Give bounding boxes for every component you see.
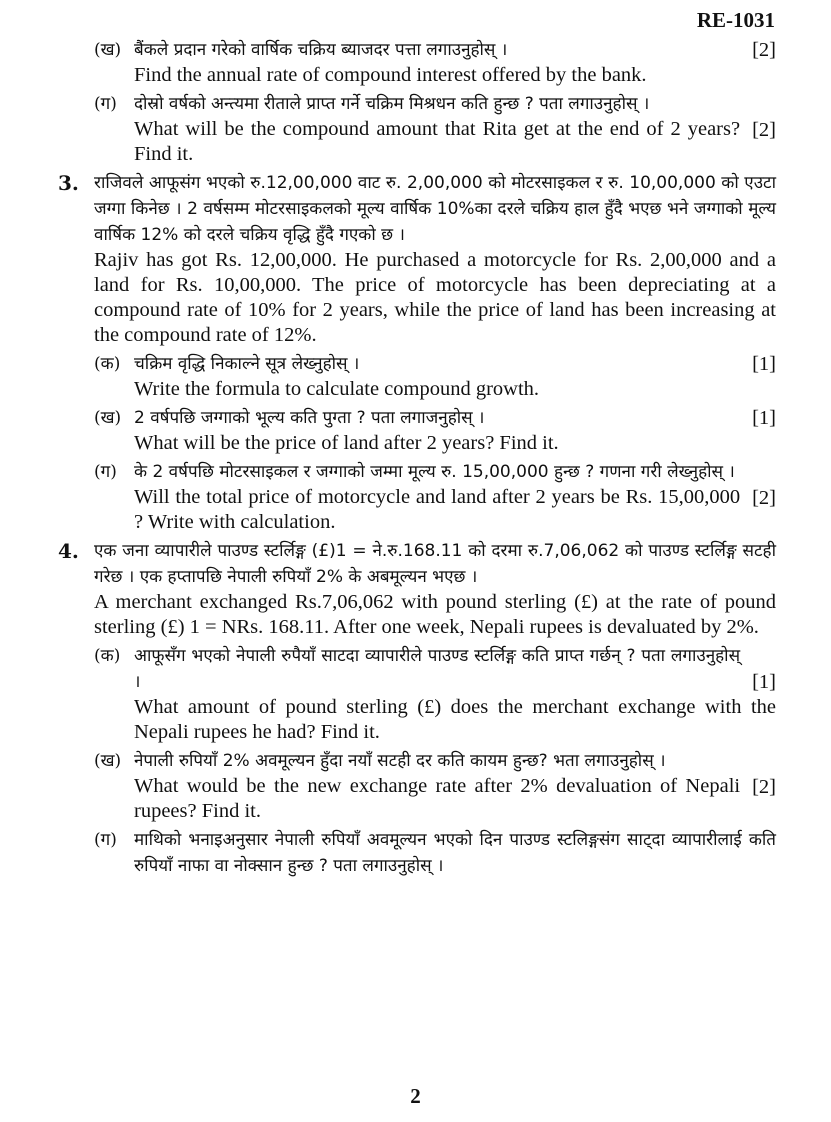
subquestion-2-kha [58, 37, 776, 88]
subquestion-label: (ख) [94, 408, 122, 428]
paper-code: RE-1031 [696, 8, 775, 32]
subquestion-label: (ग) [94, 830, 117, 850]
marks: [1] [752, 671, 776, 693]
nepali-text: [2] दोस्रो वर्षको अन्त्यमा रीताले प्राप्त गर्ने चक्रिम मिश्रधन कति हुन्छ ? पता लगाउनुहोस् । [134, 94, 776, 141]
marks: [2] [752, 39, 776, 61]
english-text: What will be the price of land after 2 years? Find it. [134, 432, 559, 454]
nepali-text: [2] के 2 वर्षपछि मोटरसाइकल र जग्गाको जम्मा मूल्य रु. 15,00,000 हुन्छ ? गणना गरी लेख्नुहोस् । [134, 462, 776, 509]
nepali-text: [1] चक्रिम वृद्धि निकाल्ने सूत्र लेख्नुहोस् । [134, 353, 776, 375]
page-number: 2 [410, 1084, 421, 1108]
question-3 [58, 170, 776, 348]
question-number: 4. [58, 539, 79, 563]
english-text: What amount of pound sterling (£) does the merchant exchange with the Nepali rupees he had? Find it. [134, 696, 776, 743]
marks: [2] [752, 119, 776, 141]
subquestion-3-kha [58, 405, 776, 456]
question-content [58, 34, 776, 879]
subquestion-label: (ग) [94, 462, 117, 482]
subquestion-4-ka [58, 643, 776, 745]
subquestion-label: (ख) [94, 751, 122, 771]
question-number: 3. [58, 171, 79, 195]
subquestion-label: (ख) [94, 40, 122, 60]
english-text: Will the total price of motorcycle and land after 2 years be Rs. 15,00,000 ? Write with calculation. [134, 486, 741, 533]
english-text: Find the annual rate of compound interest offered by the bank. [134, 64, 647, 86]
nepali-text: राजिवले आफूसंग भएको रु.12,00,000 वाट रु. 2,00,000 को मोटरसाइकल र रु. 10,00,000 को एउटा जग्गा किनेछ । 2 वर्षसम्म मोटरसाइकलको मूल्य वार्षिक 10%का दरले चक्रिय हाल हुँदै भएछ भने जग्गाको मूल्य वार्षिक 12% को दरले चक्रिय वृद्धि हुँदै गएको छ । [94, 173, 776, 245]
nepali-text: [2] बैंकले प्रदान गरेको वार्षिक चक्रिय ब्याजदर पत्ता लगाउनुहोस् । [134, 39, 776, 61]
nepali-text: [1] 2 वर्षपछि जग्गाको भूल्य कति पुग्ता ? पता लगाजनुहोस् । [134, 407, 776, 429]
marks: [2] [752, 776, 776, 798]
question-4 [58, 538, 776, 640]
english-text: Rajiv has got Rs. 12,00,000. He purchased a motorcycle for Rs. 2,00,000 and a land for Rs. 10,00,000. The price of motorcycle has been depreciating at a compound rate of 10% for 2 years, while the price of land has been increasing at the compound rate of 12%. [94, 249, 776, 346]
marks: [1] [752, 407, 776, 429]
subquestion-label: (क) [94, 354, 121, 374]
subquestion-3-ga [58, 459, 776, 535]
subquestion-label: (क) [94, 646, 121, 666]
nepali-text: [2] नेपाली रुपियाँ 2% अवमूल्यन हुँदा नयाँ सटही दर कति कायम हुन्छ? भता लगाउनुहोस् । [134, 751, 776, 798]
english-text: What would be the new exchange rate after 2% devaluation of Nepali rupees? Find it. [134, 775, 741, 822]
nepali-text: [1] आफूसँग भएको नेपाली रुपैयाँ साटदा व्यापारीले पाउण्ड स्टर्लिङ्ग कति प्राप्त गर्छन् ? पता लगाउनुहोस् । [134, 646, 776, 693]
english-text: Write the formula to calculate compound growth. [134, 378, 540, 400]
subquestion-2-ga [58, 91, 776, 167]
marks: [2] [752, 487, 776, 509]
subquestion-4-kha [58, 748, 776, 824]
english-text: A merchant exchanged Rs.7,06,062 with pound sterling (£) at the rate of pound sterling (£) 1 = NRs. 168.11. After one week, Nepali rupees is devaluated by 2%. [94, 591, 776, 638]
marks: [1] [752, 353, 776, 375]
nepali-text: माथिको भनाइअनुसार नेपाली रुपियाँ अवमूल्यन भएको दिन पाउण्ड स्टलिङ्गसंग साट्दा व्यापारीलाई कति रुपियाँ नाफा वा नोक्सान हुन्छ ? पता लगाउनुहोस् । [134, 830, 777, 876]
english-text: What will be the compound amount that Rita get at the end of 2 years? Find it. [134, 118, 741, 165]
subquestion-3-ka [58, 351, 776, 402]
nepali-text: एक जना व्यापारीले पाउण्ड स्टर्लिङ्ग (£)1 = ने.रु.168.11 को दरमा रु.7,06,062 को पाउण्ड स्टर्लिङ्ग सटही गरेछ । एक हप्तापछि नेपाली रुपियाँ 2% के अबमूल्यन भएछ । [94, 541, 776, 587]
subquestion-label: (ग) [94, 94, 117, 114]
subquestion-4-ga [58, 827, 776, 879]
